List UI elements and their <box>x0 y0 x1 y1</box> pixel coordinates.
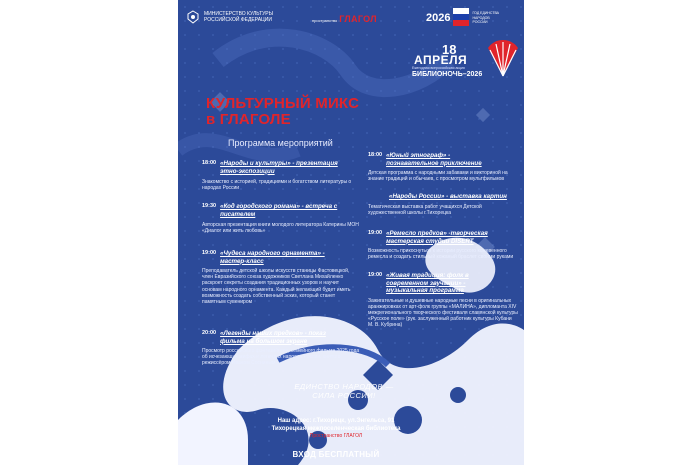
address-block <box>226 418 446 439</box>
right-event-3 <box>368 230 518 260</box>
event-time: 19:00 <box>368 230 383 236</box>
event-title: «Живая традиция: фолк в современном звучании» - музыкальная программа <box>386 272 469 294</box>
event-desc: Зажигательные и душевные народные песни в оригинальных аранжировках от арт-фолк группы «МАЛИНА», дипломанта XIV межрегионального творческого фестиваля славянской культуры «Русское поле» (рук. заслуженный работник культуры Кубани М. В. Кубрина) <box>368 297 518 329</box>
event-title: «Ремесло предков» -творческая мастерская студии DISERT <box>386 230 488 245</box>
ministry-logo <box>186 10 273 24</box>
title-line1: КУЛЬТУРНЫЙ МИКС <box>206 95 360 112</box>
ministry-emblem-icon <box>186 10 200 24</box>
main-title <box>206 96 359 128</box>
fan-ornament-icon <box>486 38 520 78</box>
event-desc: Тематическая выставка работ учащихся Детской художественной школы г.Тихорецка <box>368 203 482 216</box>
brand-name: ГЛАГОЛ <box>339 14 377 24</box>
badge-name: БИБЛИОНОЧЬ–2026 <box>412 71 483 78</box>
event-desc: Возможность прикоснуться к истории русского кожевенного ремесла и создать стильный кожаный браслет своими руками <box>368 248 514 261</box>
event-time: 18:00 <box>202 160 217 166</box>
event-title: «Чудеса народного орнамента» - мастер-класс <box>220 250 325 265</box>
slogan <box>274 382 414 400</box>
brand-prefix: пространство <box>312 18 338 23</box>
badge-tagline: Ежегодная всероссийская акция <box>412 66 465 70</box>
badge-month: АПРЕЛЯ <box>414 53 468 67</box>
glagol-brand <box>312 14 377 24</box>
year-badge <box>426 8 499 28</box>
badge-day: 18 <box>442 42 457 57</box>
event-desc: Просмотр российского фэнтезийного, семейного фильма 2025 года об исчезающих мифах и легендах народов России, снятого режиссёром Иваном Сосниным <box>202 348 360 367</box>
free-entry: ВХОД БЕСПЛАТНЫЙ <box>292 450 380 459</box>
event-title: «Легенды наших предков» - показ фильма на большом экране <box>220 330 326 345</box>
address-line1: Наш адрес: г.Тихорецк, ул.Энгельса, 91 <box>277 418 395 424</box>
slogan-line2: СИЛА РОССИИ! <box>312 391 376 400</box>
left-event-1 <box>202 160 360 191</box>
event-time <box>368 193 385 201</box>
poster <box>178 0 524 465</box>
event-time: 20:00 <box>202 330 217 336</box>
event-desc: Преподаватель детской школы искусств станицы Фастовецкой, член Евразийского союза художников Светлана Михайленко раскроет секреты создания традиционных узоров и научит основам народного орнамента. Каждый желающий будет иметь возможность создать собственный эскиз, который станет памятным сувениром <box>202 268 351 306</box>
event-time: 19:00 <box>368 272 383 278</box>
program-subtitle: Программа мероприятий <box>228 138 333 148</box>
right-event-2 <box>368 193 518 216</box>
event-time: 19:30 <box>202 203 217 209</box>
title-line2: в ГЛАГОЛЕ <box>206 111 291 128</box>
event-title: «Юный этнограф» - познавательное приключение <box>386 152 482 167</box>
address-line2: Тихорецкая межпоселенческая библиотека <box>271 425 401 432</box>
left-event-4 <box>202 330 360 367</box>
year-caption-2: НАРОДОВ <box>472 15 490 20</box>
event-desc: Детская программа с народными забавами и викториной на знание традиций и обычаев, с просмотром мультфильмов <box>368 170 508 183</box>
year-caption-3: РОССИИ <box>472 20 488 25</box>
right-event-4 <box>368 272 518 329</box>
year-badge-number: 2026 <box>426 12 451 24</box>
left-event-2 <box>202 203 360 234</box>
event-desc: Знакомство с историей, традициями и богатством литературы о народах России <box>202 179 352 192</box>
ministry-line1: МИНИСТЕРСТВО КУЛЬТУРЫ <box>204 11 274 17</box>
event-title: «Народы и культуры» - презентация этно-экспозиции <box>220 160 338 175</box>
event-title: «Код городского романа» - встреча с писателем <box>220 203 338 218</box>
event-desc: Авторская презентация книги молодого литератора Катерины МОН «Диалог или жить любовь» <box>202 222 359 235</box>
event-time: 18:00 <box>368 152 383 158</box>
ministry-line2: РОССИЙСКОЙ ФЕДЕРАЦИИ <box>204 17 272 23</box>
right-event-1 <box>368 152 518 182</box>
left-event-3 <box>202 250 360 305</box>
slogan-line1: ЕДИНСТВО НАРОДОВ — <box>294 382 394 391</box>
flag-ribbon-icon <box>453 8 469 28</box>
address-line3: Пространство ГЛАГОЛ <box>309 433 363 439</box>
event-time: 19:00 <box>202 250 217 256</box>
event-title: «Народы России» - выставка картин <box>389 193 507 200</box>
year-caption-1: ГОД ЕДИНСТВА <box>472 11 500 16</box>
